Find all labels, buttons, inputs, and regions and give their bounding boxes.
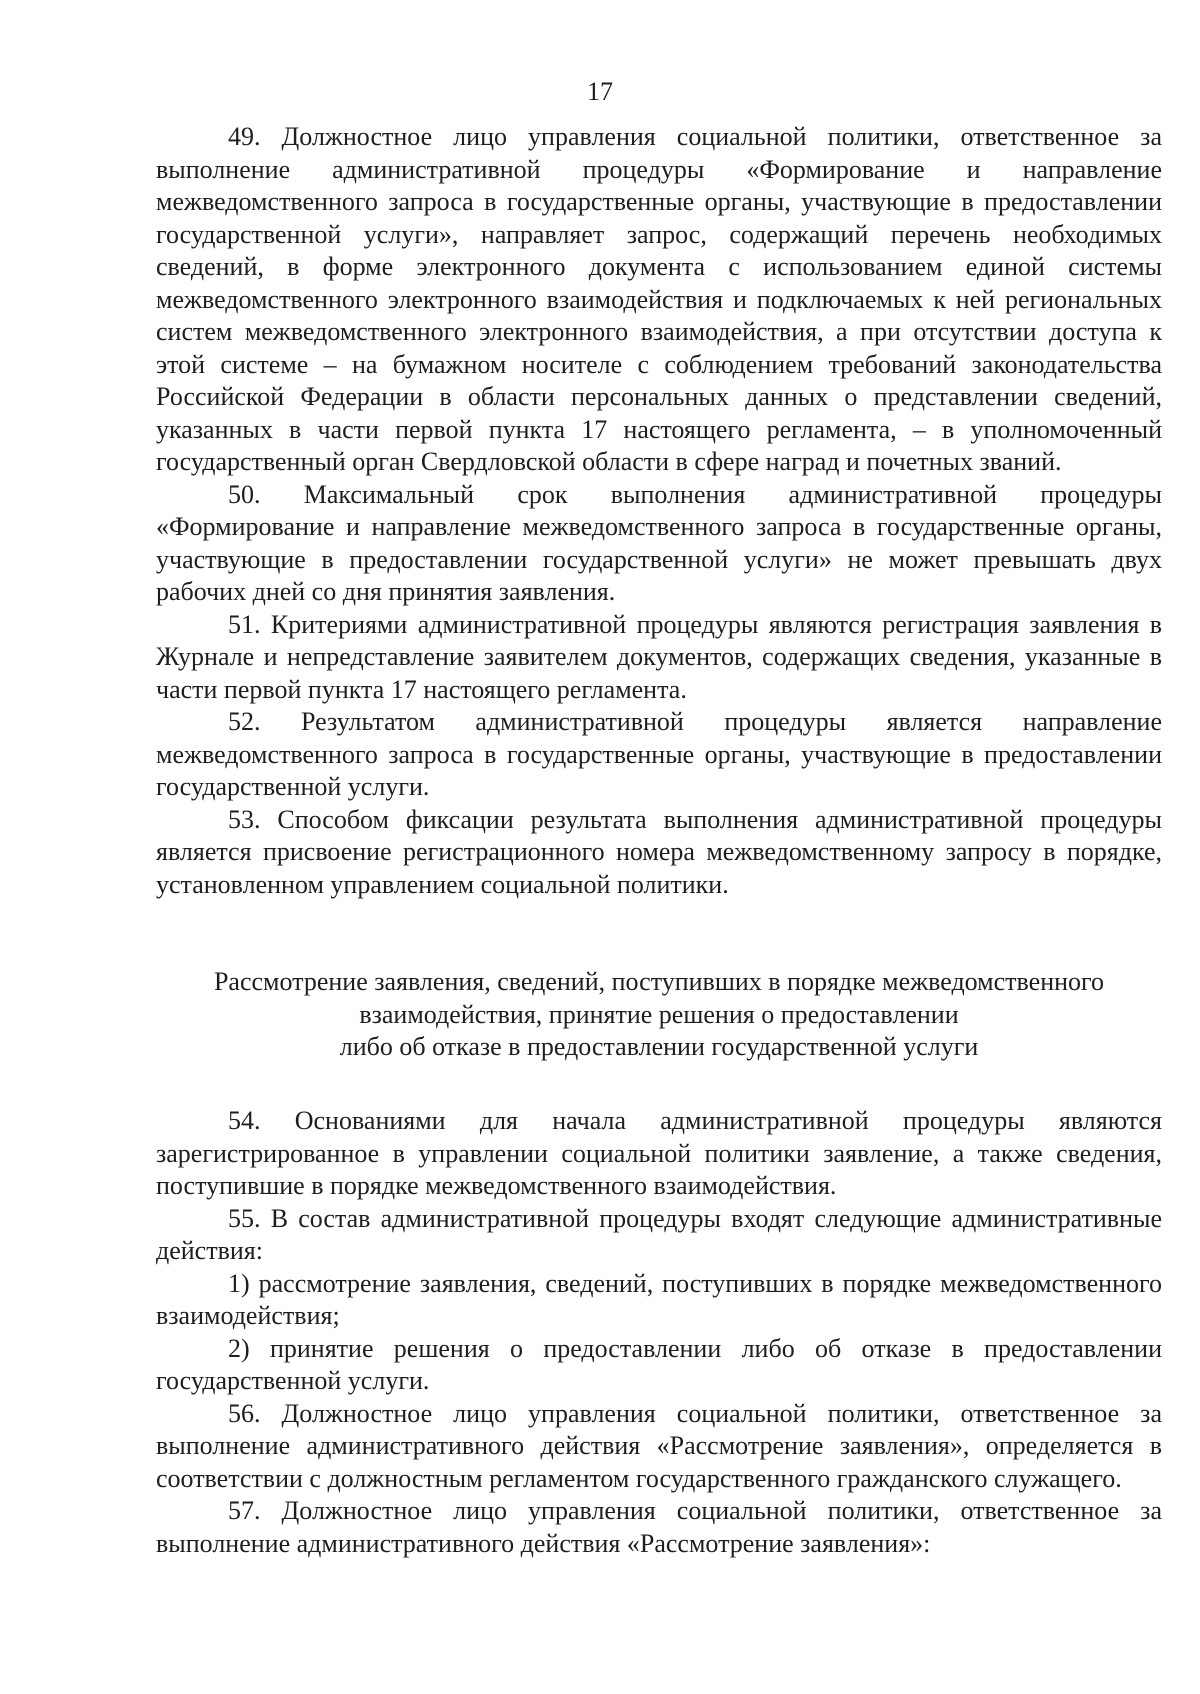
section-heading-line: Рассмотрение заявления, сведений, поступивших в порядке межведомственного [213,967,1105,996]
document-body-top [156,121,1162,901]
paragraph-56: 56. Должностное лицо управления социальной политики, ответственное за выполнение административного действия «Рассмотрение заявления», определяется в соответствии с должностным регламентом государственного гражданского служащего. [156,1398,1162,1493]
paragraph-52: 52. Результатом административной процедуры является направление межведомственного запроса в государственные органы, участвующие в предоставлении государственной услуги. [156,707,1162,801]
paragraph-49: 49. Должностное лицо управления социальной политики, ответственное за выполнение административной процедуры «Формирование и направление межведомственного запроса в государственные органы, участвующие в предоставлении государственной услуги», направляет запрос, содержащий перечень необходимых сведений, в форме электронного документа с использованием единой системы межведомственного электронного взаимодействия и подключаемых к ней региональных систем межведомственного электронного взаимодействия, а при отсутствии доступа к этой системе – на бумажном носителе с соблюдением требований законодательства Российской Федерации в области персональных данных о представлении сведений, указанных в части первой пункта 17 настоящего регламента, – в уполномоченный государственный орган Свердловской области в сфере наград и почетных званий. [156,122,1162,476]
paragraph-50: 50. Максимальный срок выполнения административной процедуры «Формирование и направление межведомственного запроса в государственные органы, участвующие в предоставлении государственной услуги» не может превышать двух рабочих дней со дня принятия заявления. [156,479,1162,606]
section-heading [156,966,1162,1064]
page-number: 17 [587,77,613,106]
document-body-bottom [156,1105,1162,1560]
paragraph-54: 54. Основаниями для начала административной процедуры являются зарегистрированное в управлении социальной политики заявление, а также сведения, поступившие в порядке межведомственного взаимодействия. [156,1106,1162,1200]
paragraph-53: 53. Способом фиксации результата выполнения административной процедуры является присвоение регистрационного номера межведомственному запросу в порядке, установленном управлением социальной политики. [156,804,1162,899]
section-heading-line: либо об отказе в предоставлении государственной услуги [339,1032,979,1061]
paragraph-55-item-2: 2) принятие решения о предоставлении либо об отказе в предоставлении государственной услуги. [156,1333,1162,1395]
section-heading-line: взаимодействия, принятие решения о предоставлении [359,999,959,1029]
paragraph-55: 55. В состав административной процедуры входят следующие административные действия: [156,1203,1162,1265]
paragraph-57: 57. Должностное лицо управления социальной политики, ответственное за выполнение административного действия «Рассмотрение заявления»: [156,1496,1162,1558]
paragraph-51: 51. Критериями административной процедуры являются регистрация заявления в Журнале и непредставление заявителем документов, содержащих сведения, указанные в части первой пункта 17 настоящего регламента. [156,609,1162,704]
paragraph-55-item-1: 1) рассмотрение заявления, сведений, поступивших в порядке межведомственного взаимодействия; [156,1268,1162,1330]
